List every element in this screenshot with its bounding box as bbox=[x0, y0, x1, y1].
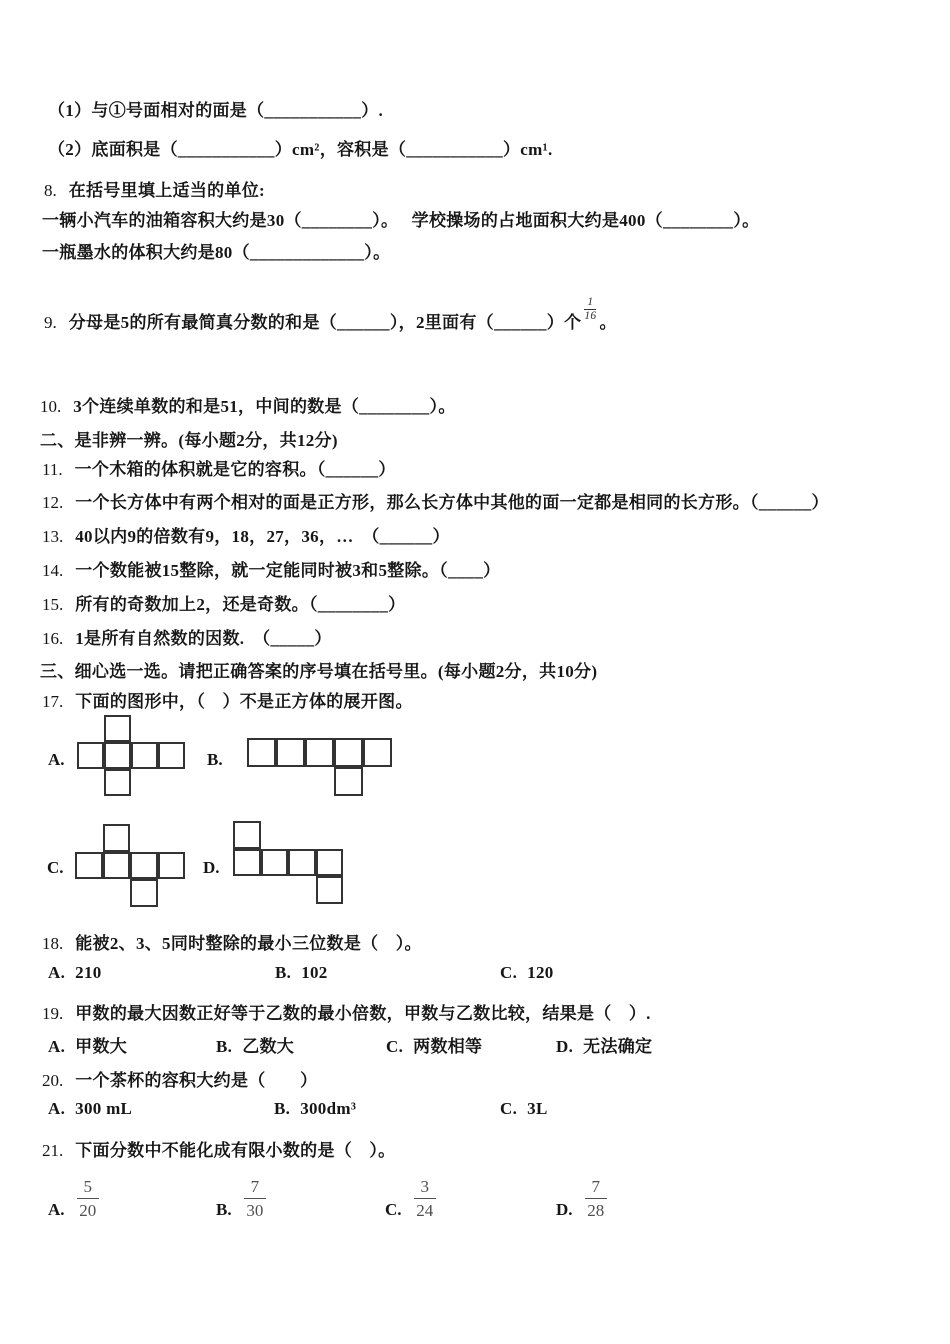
question-21-number: 21. bbox=[42, 1141, 64, 1160]
q20-option-b-value: 300dm³ bbox=[300, 1099, 357, 1118]
q21-option-d-denominator: 28 bbox=[587, 1201, 605, 1221]
q18-option-b bbox=[275, 963, 328, 983]
q18-option-a-label: A. bbox=[48, 963, 66, 982]
q18-option-b-label: B. bbox=[275, 963, 292, 982]
tf-item-16 bbox=[42, 624, 332, 649]
fraction-denominator: 16 bbox=[584, 310, 597, 323]
question-9-period: 。 bbox=[599, 313, 617, 333]
q19-option-a-label: A. bbox=[48, 1037, 66, 1056]
tf-item-12-text: 一个长方体中有两个相对的面是正方形，那么长方体中其他的面一定都是相同的长方形。（______） bbox=[75, 493, 829, 512]
q21-option-b bbox=[216, 1176, 266, 1222]
question-18 bbox=[42, 929, 422, 954]
net-cell bbox=[104, 769, 131, 796]
q21-option-d-fraction bbox=[585, 1176, 608, 1222]
q21-option-b-label: B. bbox=[216, 1199, 232, 1219]
net-b-figure bbox=[247, 738, 392, 796]
question-18-number: 18. bbox=[42, 934, 64, 953]
q21-option-a-denominator: 20 bbox=[79, 1201, 97, 1221]
question-7-part2: （2）底面积是（___________）cm²，容积是（___________）cm¹. bbox=[48, 140, 553, 159]
tf-item-12 bbox=[42, 488, 829, 513]
section-3-heading: 三、细心选一选。请把正确答案的序号填在括号里。(每小题2分，共10分) bbox=[40, 662, 598, 681]
tf-item-13-text: 40以内9的倍数有9，18，27，36，… （______） bbox=[75, 527, 450, 546]
q18-option-c bbox=[500, 963, 554, 983]
question-8-title-text: 在括号里填上适当的单位: bbox=[68, 181, 266, 200]
question-20-number: 20. bbox=[42, 1071, 64, 1090]
net-cell bbox=[233, 849, 261, 877]
q21-option-a-label: A. bbox=[48, 1199, 65, 1219]
question-10 bbox=[40, 392, 456, 417]
net-cell bbox=[77, 742, 104, 769]
net-cell bbox=[276, 738, 305, 767]
question-9 bbox=[44, 296, 617, 333]
question-10-number: 10. bbox=[40, 397, 62, 416]
tf-item-11 bbox=[42, 455, 396, 480]
question-9-text: 分母是5的所有最简真分数的和是（______），2里面有（______）个 bbox=[68, 313, 582, 333]
q19-option-d bbox=[556, 1032, 652, 1057]
q19-option-c-value: 两数相等 bbox=[413, 1037, 483, 1056]
net-a-label: A. bbox=[48, 750, 65, 769]
q21-option-c bbox=[385, 1176, 436, 1222]
section-2-heading: 二、是非辨一辨。(每小题2分，共12分) bbox=[40, 431, 338, 450]
net-cell bbox=[103, 824, 131, 852]
question-8-number: 8. bbox=[44, 181, 57, 200]
q21-option-d-numerator: 7 bbox=[585, 1176, 608, 1199]
net-cell bbox=[334, 738, 363, 767]
net-d-label: D. bbox=[203, 858, 220, 877]
q21-option-a bbox=[48, 1176, 99, 1222]
net-cell bbox=[261, 849, 289, 877]
net-cell bbox=[130, 852, 158, 880]
q19-option-c bbox=[386, 1032, 482, 1057]
q19-option-d-label: D. bbox=[556, 1037, 574, 1056]
net-c-figure bbox=[75, 824, 185, 906]
tf-item-15-number: 15. bbox=[42, 595, 64, 614]
net-cell bbox=[158, 742, 185, 769]
q19-option-b-value: 乙数大 bbox=[242, 1037, 295, 1056]
net-cell bbox=[334, 767, 363, 796]
q21-option-d-label: D. bbox=[556, 1199, 573, 1219]
question-18-text: 能被2、3、5同时整除的最小三位数是（ ）。 bbox=[75, 934, 422, 953]
question-20-text: 一个茶杯的容积大约是（ ） bbox=[75, 1071, 318, 1090]
tf-item-11-number: 11. bbox=[42, 460, 63, 479]
q19-option-b bbox=[216, 1032, 294, 1057]
q20-option-c-value: 3L bbox=[527, 1099, 548, 1118]
q18-option-a bbox=[48, 963, 102, 983]
tf-item-11-text: 一个木箱的体积就是它的容积。（______） bbox=[74, 460, 396, 479]
net-a-figure bbox=[77, 715, 185, 796]
question-17-number: 17. bbox=[42, 692, 64, 711]
tf-item-16-text: 1是所有自然数的因数. （_____） bbox=[75, 629, 332, 648]
question-8-line2: 一瓶墨水的体积大约是80（_____________）。 bbox=[42, 243, 391, 262]
fraction-1-16 bbox=[584, 296, 596, 323]
q21-option-c-denominator: 24 bbox=[416, 1201, 434, 1221]
cube-net-figures bbox=[0, 700, 950, 928]
q18-option-c-value: 120 bbox=[527, 963, 554, 982]
q21-option-a-fraction bbox=[77, 1176, 100, 1222]
question-8-title bbox=[44, 176, 265, 201]
tf-item-15-text: 所有的奇数加上2，还是奇数。（________） bbox=[75, 595, 406, 614]
fraction-numerator: 1 bbox=[584, 296, 596, 310]
net-cell bbox=[130, 879, 158, 907]
question-19-number: 19. bbox=[42, 1004, 64, 1023]
net-d-figure bbox=[233, 821, 343, 903]
q21-option-a-numerator: 5 bbox=[77, 1176, 100, 1199]
question-19 bbox=[42, 999, 651, 1024]
net-cell bbox=[75, 852, 103, 880]
net-cell bbox=[233, 821, 261, 849]
tf-item-14-text: 一个数能被15整除，就一定能同时被3和5整除。（____） bbox=[75, 561, 501, 580]
q19-option-d-value: 无法确定 bbox=[583, 1037, 653, 1056]
tf-item-14 bbox=[42, 556, 500, 581]
net-cell bbox=[158, 852, 186, 880]
q20-option-b bbox=[274, 1099, 356, 1119]
q19-option-b-label: B. bbox=[216, 1037, 233, 1056]
q20-option-a bbox=[48, 1099, 132, 1119]
net-cell bbox=[104, 715, 131, 742]
net-cell bbox=[363, 738, 392, 767]
q21-option-d bbox=[556, 1176, 607, 1222]
net-cell bbox=[288, 849, 316, 877]
tf-item-15 bbox=[42, 590, 405, 615]
question-8-line1: 一辆小汽车的油箱容积大约是30（________）。 学校操场的占地面积大约是400（________）。 bbox=[42, 211, 760, 230]
question-7-part1: （1）与①号面相对的面是（___________）. bbox=[48, 101, 384, 120]
question-10-text: 3个连续单数的和是51，中间的数是（________）。 bbox=[73, 397, 456, 416]
q20-option-a-value: 300 mL bbox=[75, 1099, 133, 1118]
q19-option-c-label: C. bbox=[386, 1037, 404, 1056]
q20-option-c bbox=[500, 1099, 548, 1119]
tf-item-13-number: 13. bbox=[42, 527, 64, 546]
net-cell bbox=[103, 852, 131, 880]
q20-option-b-label: B. bbox=[274, 1099, 291, 1118]
net-b-label: B. bbox=[207, 750, 223, 769]
question-17-text: 下面的图形中，（ ）不是正方体的展开图。 bbox=[75, 692, 413, 711]
net-cell bbox=[305, 738, 334, 767]
question-20 bbox=[42, 1066, 317, 1091]
net-cell bbox=[104, 742, 131, 769]
tf-item-14-number: 14. bbox=[42, 561, 64, 580]
q19-option-a-value: 甲数大 bbox=[75, 1037, 128, 1056]
question-21 bbox=[42, 1136, 395, 1161]
q21-option-b-numerator: 7 bbox=[244, 1176, 267, 1199]
q21-option-c-numerator: 3 bbox=[414, 1176, 437, 1199]
question-9-number: 9. bbox=[44, 313, 57, 333]
net-cell bbox=[247, 738, 276, 767]
q19-option-a bbox=[48, 1032, 127, 1057]
q21-option-c-label: C. bbox=[385, 1199, 402, 1219]
tf-item-12-number: 12. bbox=[42, 493, 64, 512]
q20-option-c-label: C. bbox=[500, 1099, 518, 1118]
net-cell bbox=[131, 742, 158, 769]
net-cell bbox=[316, 849, 344, 877]
question-19-text: 甲数的最大因数正好等于乙数的最小倍数，甲数与乙数比较，结果是（ ）. bbox=[75, 1004, 651, 1023]
question-21-text: 下面分数中不能化成有限小数的是（ ）。 bbox=[75, 1141, 396, 1160]
net-c-label: C. bbox=[47, 858, 64, 877]
q21-option-b-fraction bbox=[244, 1176, 267, 1222]
q18-option-a-value: 210 bbox=[75, 963, 102, 982]
tf-item-13 bbox=[42, 522, 450, 547]
q21-option-c-fraction bbox=[414, 1176, 437, 1222]
q18-option-c-label: C. bbox=[500, 963, 518, 982]
q20-option-a-label: A. bbox=[48, 1099, 66, 1118]
q21-option-b-denominator: 30 bbox=[246, 1201, 264, 1221]
net-cell bbox=[316, 876, 344, 904]
q18-option-b-value: 102 bbox=[301, 963, 328, 982]
tf-item-16-number: 16. bbox=[42, 629, 64, 648]
